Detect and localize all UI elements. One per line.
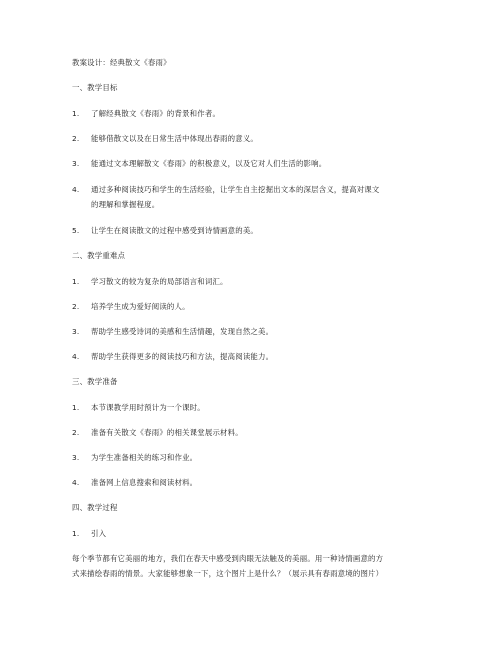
list-item-text: 让学生在阅读散文的过程中感受到诗情画意的美。 (91, 226, 258, 235)
list-item-number: 2. (72, 428, 80, 437)
list-item-text: 帮助学生获得更多的阅读技巧和方法，提高阅读能力。 (91, 352, 274, 361)
document-title: 教案设计：经典散文《春雨》 (72, 58, 171, 67)
list-item-text-continued: 的理解和掌握程度。 (91, 200, 160, 209)
section-heading-key-points: 二、教学重难点 (72, 251, 126, 260)
list-item-text: 准备网上信息搜索和阅读材料。 (91, 478, 198, 487)
list-item-number: 4. (72, 352, 80, 361)
list-item-text: 了解经典散文《春雨》的背景和作者。 (91, 109, 221, 118)
list-item-text: 帮助学生感受诗词的美感和生活情趣，发现自然之美。 (91, 327, 274, 336)
list-item-number: 1. (72, 529, 80, 538)
list-item-number: 4. (72, 478, 80, 487)
list-item-number: 5. (72, 226, 80, 235)
section-heading-objectives: 一、教学目标 (72, 83, 118, 92)
list-item-text: 引入 (91, 529, 107, 538)
list-item-text: 通过多种阅读技巧和学生的生活经验，让学生自主挖掘出文本的深层含义，提高对课文 (91, 185, 380, 194)
section-heading-process: 四、教学过程 (72, 503, 118, 512)
list-item-text: 为学生准备相关的练习和作业。 (91, 453, 198, 462)
list-item-text: 能够借散文以及在日常生活中体现出春雨的意义。 (91, 134, 258, 143)
list-item-number: 3. (72, 159, 80, 168)
list-item-text: 准备有关散文《春雨》的相关课堂展示材料。 (91, 428, 243, 437)
list-item-number: 3. (72, 453, 80, 462)
list-item-number: 4. (72, 185, 80, 194)
list-item-text: 本节课教学用时预计为一个课时。 (91, 403, 205, 412)
list-item-number: 1. (72, 109, 80, 118)
paragraph-line: 每个季节都有它美丽的地方，我们在春天中感受到肉眼无法触及的美丽。用一种诗情画意的方 (72, 554, 384, 563)
list-item-text: 能通过文本理解散文《春雨》的积极意义，以及它对人们生活的影响。 (91, 159, 327, 168)
list-item-text: 学习散文的较为复杂的局部语言和词汇。 (91, 277, 228, 286)
list-item-number: 2. (72, 134, 80, 143)
paragraph-line: 式来描绘春雨的情景。大家能够想象一下，这个图片上是什么？（展示具有春雨意境的图片） (72, 569, 384, 578)
list-item-text: 培养学生成为爱好阅读的人。 (91, 302, 190, 311)
list-item-number: 1. (72, 277, 80, 286)
section-heading-preparation: 三、教学准备 (72, 377, 118, 386)
list-item-number: 3. (72, 327, 80, 336)
list-item-number: 1. (72, 403, 80, 412)
list-item-number: 2. (72, 302, 80, 311)
